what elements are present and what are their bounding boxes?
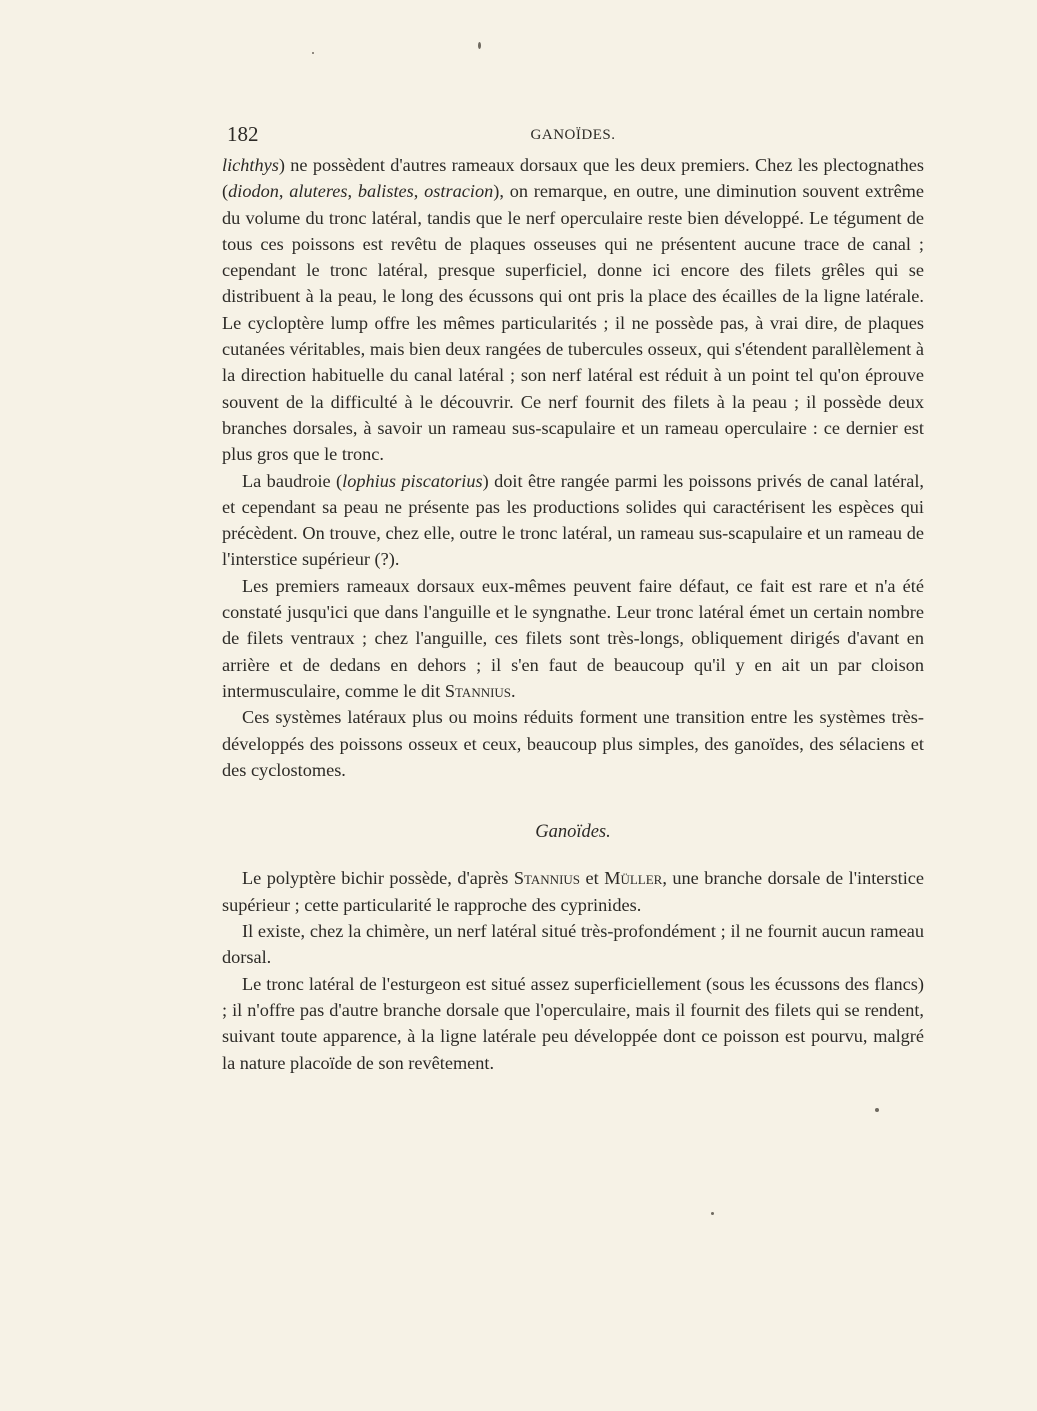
text-run: , une branche dorsale de l'interstice supérieur ; cette particularité le rapproche des cyprinides.	[222, 868, 925, 915]
paragraph-5	[222, 865, 924, 918]
italic-term: lophius piscatorius	[342, 470, 483, 491]
text-run: ), on remarque, en outre, une diminution souvent extrême du volume du tronc latéral, tandis que le nerf operculaire reste bien développé. Le tégument de tous ces poissons est revêtu de plaques osseuses qui ne présentent aucune trace de canal ; cependant le tronc latéral, presque superficiel, donne ici encore des filets grêles qui se distribuent à la peau, le long des écussons qui ont pris la place des écailles de la ligne latérale. Le cycloptère lump offre les mêmes particularités ; il ne possède pas, à vrai dire, de plaques cutanées véritables, mais bien deux rangées de tubercules osseux, qui s'étendent parallèlement à la direction habituelle du canal latéral ; son nerf latéral est réduit à un point tel qu'on éprouve souvent de la difficulté à le découvrir. Ce nerf fournit des filets à la peau ; il possède deux branches dorsales, à savoir un rameau sus-scapulaire et un rameau operculaire : ce dernier est plus gros que le tronc.	[222, 181, 925, 465]
ink-speck	[312, 52, 314, 54]
italic-term: aluteres	[289, 181, 348, 202]
author-name: Stannius	[444, 680, 512, 701]
paragraph-6: Il existe, chez la chimère, un nerf latéral situé très-profondément ; il ne fournit aucun rameau dorsal.	[222, 921, 924, 968]
paragraph-1	[222, 152, 924, 468]
text-run: Le polyptère bichir possède, d'après	[242, 868, 514, 889]
text-run: et	[580, 868, 605, 889]
body-text	[222, 152, 924, 1076]
text-run: ,	[278, 181, 290, 202]
text-run: .	[511, 680, 516, 701]
text-run: ,	[413, 181, 425, 202]
ink-speck	[711, 1212, 714, 1215]
paragraph-3	[222, 573, 924, 704]
text-run: La baudroie (	[242, 470, 343, 491]
author-name: Müller	[604, 868, 663, 889]
italic-term: balistes	[357, 181, 414, 202]
paragraph-7: Le tronc latéral de l'esturgeon est situé assez superficiellement (sous les écussons des flancs) ; il n'offre pas d'autre branche dorsale que l'operculaire, mais il fournit des filets qui se rendent, suivant toute apparence, à la ligne latérale peu développée dont ce poisson est pourvu, malgré la nature placoïde de son revêtement.	[222, 973, 924, 1073]
text-run: ,	[347, 181, 358, 202]
section-title: Ganoïdes.	[535, 822, 611, 843]
paragraph-4: Ces systèmes latéraux plus ou moins réduits forment une transition entre les systèmes très-développés des poissons osseux et ceux, beaucoup plus simples, des ganoïdes, des sélaciens et des cyclostomes.	[222, 707, 924, 780]
paragraph-2	[222, 468, 924, 573]
author-name: Stannius	[513, 868, 581, 889]
ink-speck	[478, 42, 481, 49]
text-run: ) doit être rangée parmi les poissons privés de canal latéral, et cependant sa peau ne présente pas les productions solides qui caractérisent les espèces qui précèdent. On trouve, chez elle, outre le tronc latéral, un rameau sus-scapulaire et un rameau de l'interstice supérieur (?).	[222, 470, 924, 570]
italic-term: diodon	[228, 181, 279, 202]
italic-term: ostracion	[424, 181, 494, 202]
page-number: 182	[227, 122, 259, 146]
text-run: Les premiers rameaux dorsaux eux-mêmes peuvent faire défaut, ce fait est rare et n'a été constaté jusqu'ici que dans l'anguille et le syngnathe. Leur tronc latéral émet un certain nombre de filets ventraux ; chez l'anguille, ces filets sont très-longs, obliquement dirigés d'avant en arrière et de dedans en dehors ; il s'en faut de beaucoup qu'il y en ait un par cloison intermusculaire, comme le dit	[222, 575, 924, 701]
text-run: ) ne possèdent d'autres rameaux dorsaux que les deux premiers. Chez les plectognathes (	[222, 155, 924, 202]
running-title: GANOÏDES.	[530, 127, 616, 143]
running-head	[222, 122, 924, 152]
italic-term: lichthys	[222, 155, 279, 175]
ink-speck	[875, 1108, 879, 1112]
